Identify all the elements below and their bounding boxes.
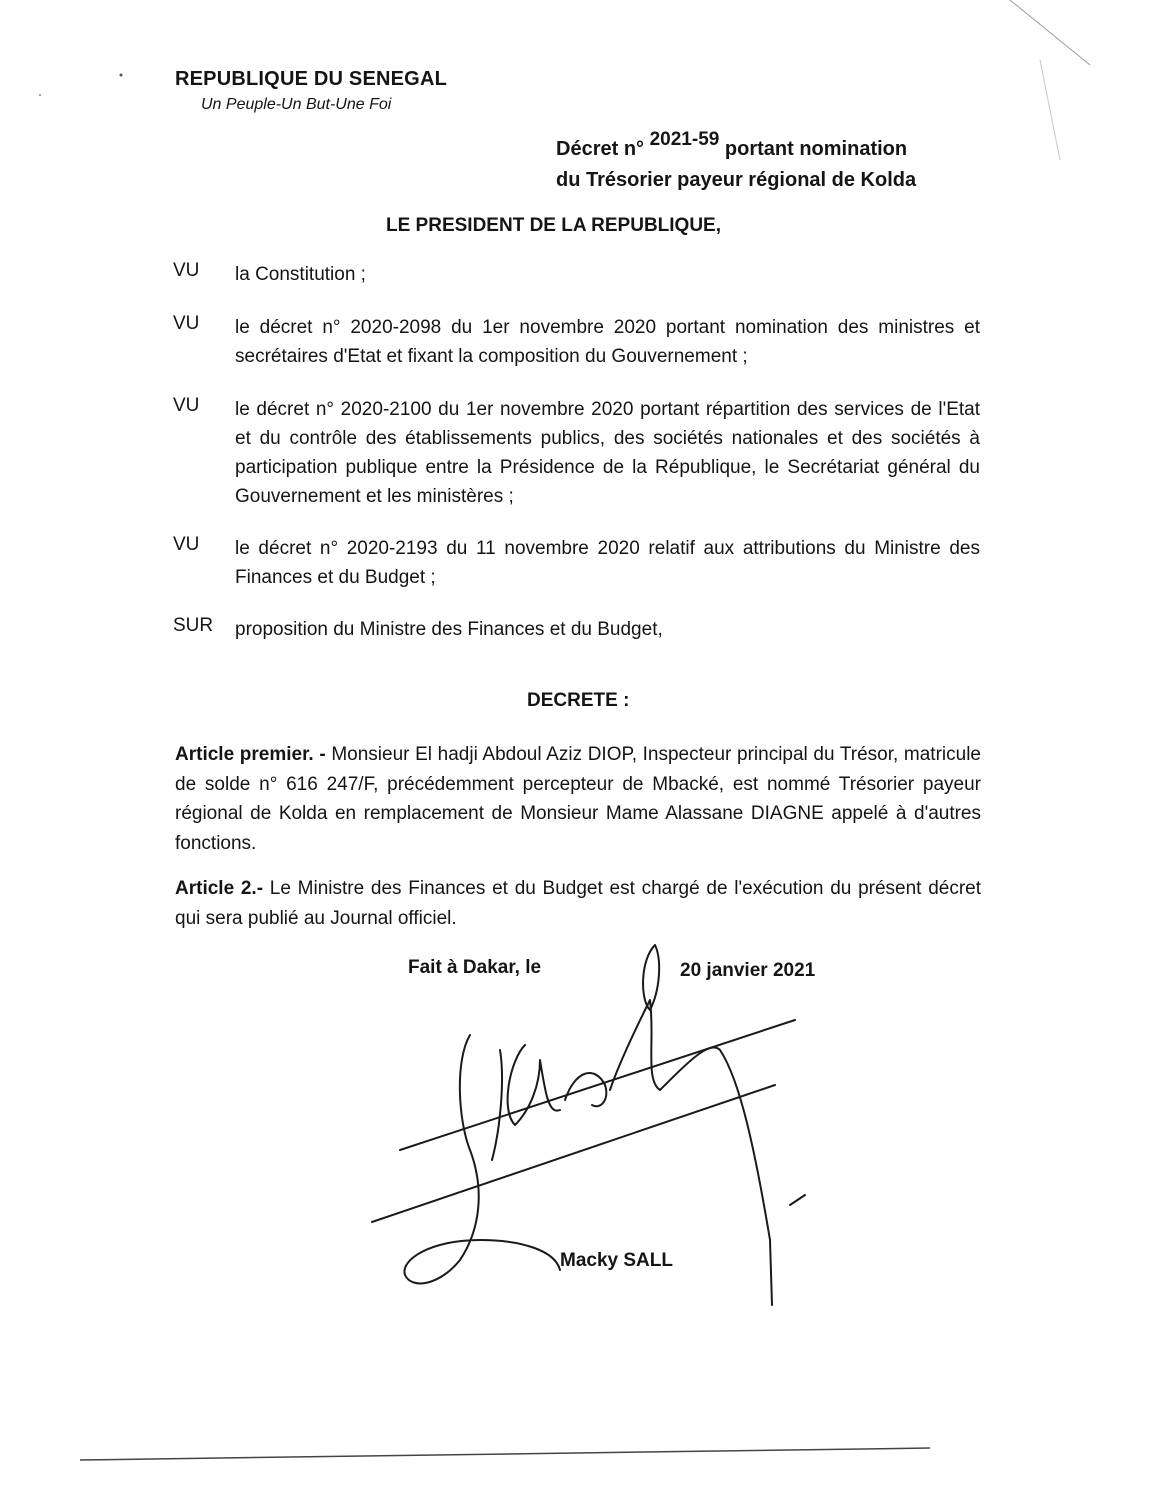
consideration-label: VU	[173, 534, 200, 555]
consideration-text: la Constitution ;	[235, 264, 366, 285]
decree-title-rest: portant nomination	[724, 138, 908, 160]
signature-date: 20 janvier 2021	[680, 960, 816, 981]
article-paragraph	[175, 874, 981, 933]
article-text: Le Ministre des Finances et du Budget est chargé de l'exécution du présent décret qui sera publié au Journal officiel.	[175, 878, 981, 929]
consideration-label: VU	[173, 313, 200, 334]
decree-title-line2: du Trésorier payeur régional de Kolda	[556, 169, 917, 191]
country-heading: REPUBLIQUE DU SENEGAL	[175, 68, 448, 90]
consideration-text: le décret n° 2020-2100 du 1er novembre 2020 portant répartition des services de l'Etat et du contrôle des établissements publics, des sociétés nationales et des sociétés à participation publique entre la Présidence de la République, le Secrétariat général du Gouvernement et les ministères ;	[235, 399, 980, 507]
consideration-label: SUR	[173, 615, 214, 636]
decree-prefix: Décret n°	[556, 138, 645, 160]
consideration-text: proposition du Ministre des Finances et du Budget,	[235, 619, 663, 640]
article-label: Article premier. -	[175, 744, 326, 765]
decrete-heading: DECRETE :	[527, 690, 630, 711]
consideration-text: le décret n° 2020-2193 du 11 novembre 2020 relatif aux attributions du Ministre des Finances et du Budget ;	[235, 538, 980, 588]
consideration-label: VU	[173, 395, 200, 416]
consideration-label: VU	[173, 260, 200, 281]
decree-number: 2021-59	[649, 129, 720, 150]
article-paragraph	[175, 740, 981, 858]
signature-place: Fait à Dakar, le	[408, 957, 542, 978]
signatory-name: Macky SALL	[560, 1250, 673, 1271]
decree-title	[556, 129, 996, 196]
article-label: Article 2.-	[175, 878, 264, 899]
article-text: Monsieur El hadji Abdoul Aziz DIOP, Inspecteur principal du Trésor, matricule de solde n° 616 247/F, précédemment percepteur de Mbacké, est nommé Trésorier payeur régional de Kolda en remplacement de Monsieur Mame Alassane DIAGNE appelé à d'autres fonctions.	[175, 744, 981, 854]
president-heading: LE PRESIDENT DE LA REPUBLIQUE,	[386, 215, 721, 236]
consideration-text: le décret n° 2020-2098 du 1er novembre 2020 portant nomination des ministres et secrétaires d'Etat et fixant la composition du Gouvernement ;	[235, 317, 980, 367]
national-motto: Un Peuple-Un But-Une Foi	[201, 96, 392, 113]
